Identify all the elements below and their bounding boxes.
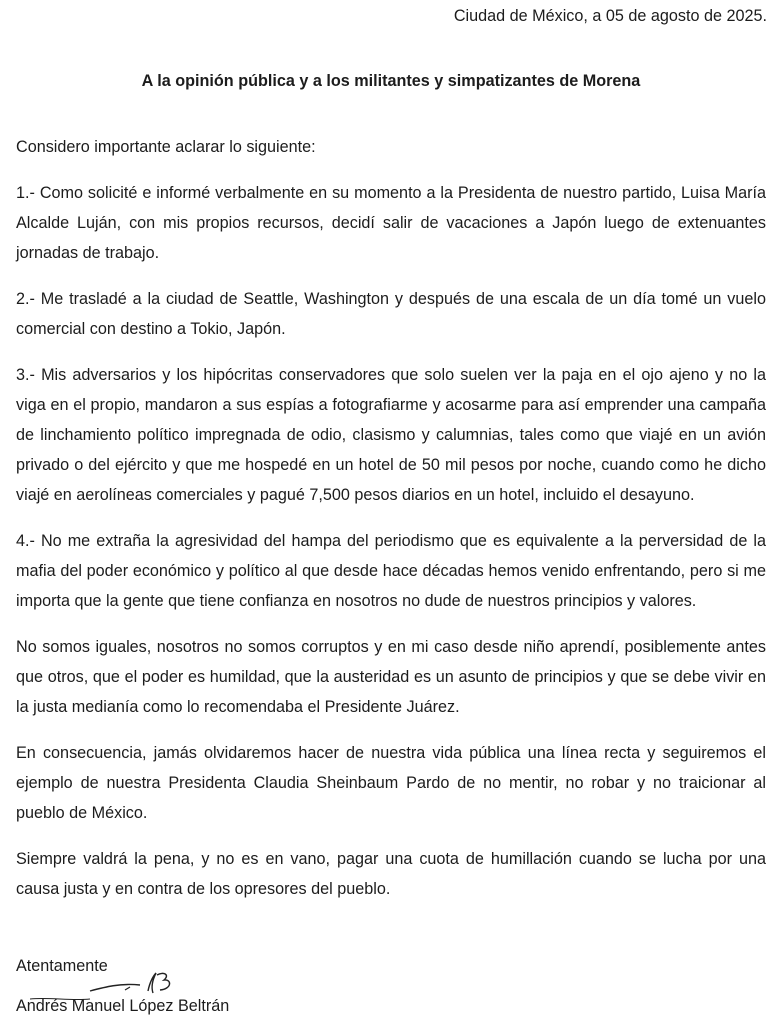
letter-title: A la opinión pública y a los militantes y simpatizantes de Morena (141, 72, 641, 90)
date-line: Ciudad de México, a 05 de agosto de 2025. (453, 7, 767, 25)
paragraph-6: En consecuencia, jamás olvidaremos hacer de nuestra vida pública una línea recta y seguiremos el ejemplo de nuestra Presidenta Claudia Sheinbaum Pardo de no mentir, no robar y no traicionar al pueblo de México. (16, 744, 766, 822)
intro-paragraph: Considero importante aclarar lo siguiente: (16, 138, 316, 156)
paragraph-2: 2.- Me trasladé a la ciudad de Seattle, Washington y después de una escala de un día tomé un vuelo comercial con destino a Tokio, Japón. (16, 290, 766, 338)
paragraph-5: No somos iguales, nosotros no somos corruptos y en mi caso desde niño aprendí, posiblemente antes que otros, que el poder es humildad, que la austeridad es un asunto de principios y que se debe vivir en la justa medianía como lo recomendaba el Presidente Juárez. (16, 638, 766, 716)
letter-body (16, 132, 766, 920)
paragraph-3: 3.- Mis adversarios y los hipócritas conservadores que solo suelen ver la paja en el ojo ajeno y no la viga en el propio, mandaron a sus espías a fotografiarme y acosarme para así emprender una campaña de linchamiento político impregnada de odio, clasismo y calumnias, tales como que viajé en un avión privado o del ejército y que me hospedé en un hotel de 50 mil pesos por noche, cuando como he dicho viajé en aerolíneas comerciales y pagué 7,500 pesos diarios en un hotel, incluido el desayuno. (16, 366, 766, 504)
signer-name: Andrés Manuel López Beltrán (16, 997, 230, 1015)
paragraph-7: Siempre valdrá la pena, y no es en vano, pagar una cuota de humillación cuando se lucha por una causa justa y en contra de los opresores del pueblo. (16, 850, 766, 898)
closing-salutation: Atentamente (16, 957, 108, 975)
paragraph-4: 4.- No me extraña la agresividad del hampa del periodismo que es equivalente a la perversidad de la mafia del poder económico y político al que desde hace décadas hemos venido enfrentando, pero si me importa que la gente que tiene confianza en nosotros no dude de nuestros principios y valores. (16, 532, 766, 610)
paragraph-1: 1.- Como solicité e informé verbalmente en su momento a la Presidenta de nuestro partido, Luisa María Alcalde Luján, con mis propios recursos, decidí salir de vacaciones a Japón luego de extenuantes jornadas de trabajo. (16, 184, 766, 262)
